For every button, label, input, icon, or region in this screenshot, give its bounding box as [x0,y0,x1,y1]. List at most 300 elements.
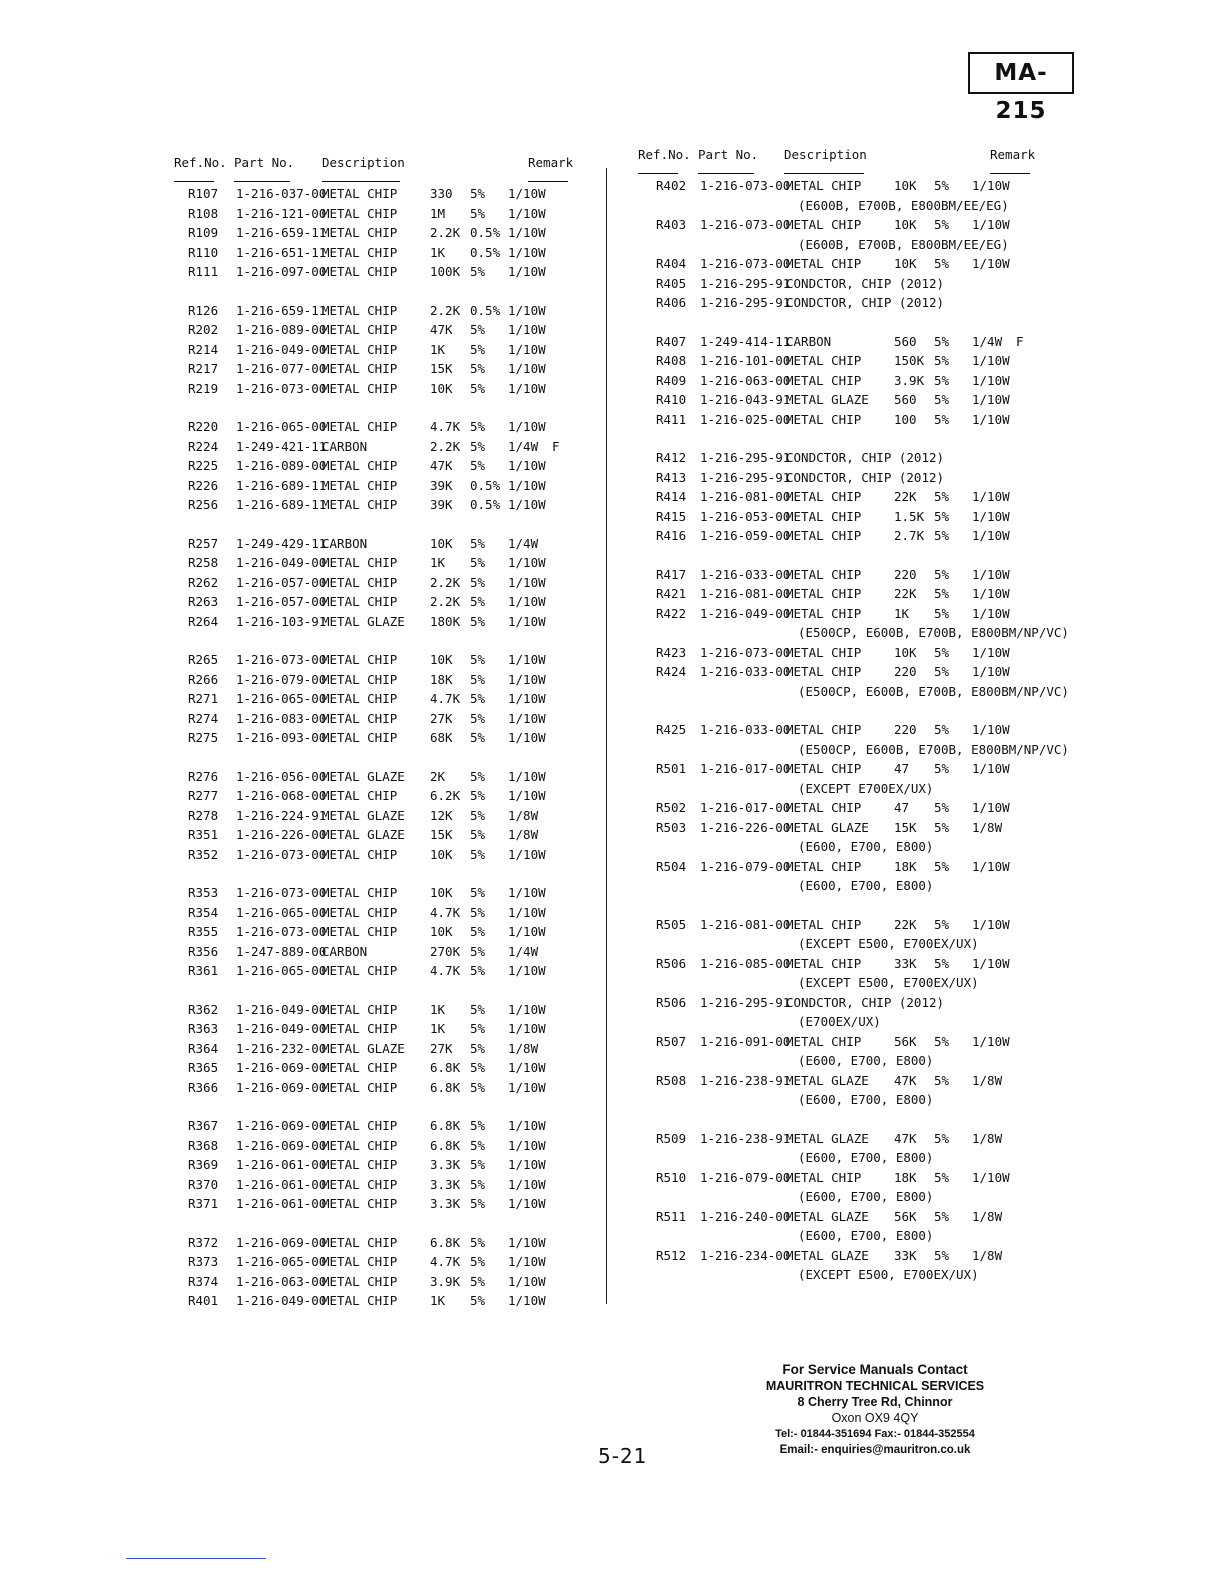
contact-line: Tel:- 01844-351694 Fax:- 01844-352554 [775,1428,975,1440]
tolerance: 5% [470,904,486,920]
description: METAL CHIP [322,691,398,706]
header-underline [784,173,864,174]
part-no: 1-216-073-00 [700,178,791,193]
description: METAL CHIP [786,372,862,388]
ref-no: R225 [188,458,219,473]
part-no: 1-216-073-00 [236,924,327,939]
description: METAL GLAZE [322,613,405,629]
tolerance: 5% [470,827,486,842]
description: METAL CHIP [322,671,398,687]
ref-no: R503 [656,819,687,835]
table-row-note [638,1187,1038,1207]
description: METAL GLAZE [786,1130,869,1146]
table-row [638,293,1038,313]
part-no: 1-249-429-11 [236,535,327,551]
wattage: 1/10W [508,264,546,279]
part-no: 1-216-049-00 [700,605,791,621]
wattage: 1/10W [508,788,546,803]
description: METAL CHIP [322,361,398,376]
column-divider [606,168,607,1304]
tolerance: 5% [470,380,486,396]
model-number-box [968,52,1074,124]
ref-no: R220 [188,419,219,434]
description: METAL CHIP [786,353,862,368]
parts-rows-left [174,184,574,1311]
description: METAL CHIP [786,858,862,874]
value: 330 [430,186,453,201]
header-part: Part No. [698,147,759,162]
table-row-note [638,196,1038,216]
table-row-note [638,837,1038,857]
description: METAL CHIP [322,788,398,803]
value: 4.7K [430,1254,461,1269]
value: 1M [430,205,446,221]
model-note: (EXCEPT E700EX/UX) [798,780,934,796]
wattage: 1/8W [508,827,539,842]
description: METAL CHIP [322,1293,398,1308]
ref-no: R226 [188,477,219,493]
tolerance: 5% [934,1033,950,1049]
table-row [638,332,1038,352]
ref-no: R512 [656,1247,687,1263]
description: METAL CHIP [322,302,398,318]
tolerance: 5% [934,333,950,349]
wattage: 1/10W [972,528,1010,543]
table-row [638,468,1038,488]
table-row [174,340,574,360]
ref-no: R219 [188,380,219,396]
contact-line: For Service Manuals Contact [782,1362,968,1377]
tolerance: 5% [470,730,486,745]
description: METAL CHIP [322,380,398,396]
tolerance: 5% [470,788,486,803]
wattage: 1/10W [508,963,546,978]
part-no: 1-216-073-00 [700,217,791,232]
wattage: 1/10W [972,955,1010,971]
wattage: 1/10W [972,644,1010,660]
table-row [174,689,574,709]
ref-no: R266 [188,671,219,687]
table-row [174,534,574,554]
part-no: 1-216-077-00 [236,361,327,376]
value: 22K [894,586,917,601]
table-row [174,903,574,923]
ref-no: R352 [188,846,219,862]
wattage: 1/10W [508,691,546,706]
value: 2.2K [430,574,461,590]
tolerance: 5% [934,1169,950,1185]
part-no: 1-216-659-11 [236,302,327,318]
ref-no: R510 [656,1169,687,1185]
wattage: 1/8W [508,807,539,823]
ref-no: R507 [656,1033,687,1049]
description: METAL CHIP [322,322,398,337]
table-row [638,351,1038,371]
part-no: 1-216-234-00 [700,1247,791,1263]
ref-no: R367 [188,1118,219,1133]
ref-no: R262 [188,574,219,590]
description: METAL GLAZE [786,1208,869,1224]
table-row [174,1155,574,1175]
ref-no: R355 [188,924,219,939]
tolerance: 5% [934,566,950,582]
description: METAL CHIP [786,586,862,601]
part-no: 1-216-043-91 [700,392,791,407]
description: METAL CHIP [322,594,398,609]
table-row [174,223,574,243]
tolerance: 5% [470,1040,486,1056]
ref-no: R370 [188,1176,219,1192]
ref-no: R409 [656,372,687,388]
part-no: 1-216-049-00 [236,1001,327,1017]
tolerance: 5% [470,361,486,376]
ref-no: R109 [188,225,219,240]
tolerance: 0.5% [470,244,501,260]
description: METAL CHIP [786,566,862,582]
tolerance: 5% [470,186,486,201]
wattage: 1/10W [508,1079,546,1095]
value: 10K [894,644,917,660]
tolerance: 5% [470,438,486,454]
table-row [174,1252,574,1272]
part-no: 1-249-414-11 [700,333,791,349]
value: 1K [430,341,446,357]
wattage: 1/10W [508,1021,546,1036]
value: 150K [894,353,925,368]
description: CARBON [322,535,368,551]
wattage: 1/10W [508,341,546,357]
model-note: (E600, E700, E800) [798,1150,934,1165]
table-header [174,148,574,178]
table-row [638,993,1038,1013]
tolerance: 5% [470,594,486,609]
description: METAL CHIP [322,225,398,240]
model-number: MA-215 [994,60,1048,124]
value: 220 [894,664,917,679]
table-row [174,1291,574,1311]
value: 6.8K [430,1234,461,1250]
part-no: 1-216-025-00 [700,411,791,427]
ref-no: R415 [656,508,687,524]
wattage: 1/10W [508,1137,546,1153]
table-row [638,565,1038,585]
part-no: 1-216-079-00 [700,1169,791,1185]
description: METAL CHIP [786,664,862,679]
value: 4.7K [430,691,461,706]
tolerance: 5% [470,1293,486,1308]
ref-no: R411 [656,411,687,427]
description: METAL CHIP [322,341,398,357]
contact-line: Email:- enquiries@mauritron.co.uk [779,1444,971,1456]
wattage: 1/10W [508,904,546,920]
header-underline [234,181,290,182]
table-row-note [638,682,1069,702]
ref-no: R214 [188,341,219,357]
value: 15K [430,827,453,842]
bottom-rule [126,1558,266,1559]
table-row [174,709,574,729]
description: METAL GLAZE [786,819,869,835]
part-no: 1-216-069-00 [236,1079,327,1095]
value: 2K [430,768,446,784]
value: 1K [894,605,910,621]
tolerance: 5% [470,807,486,823]
wattage: 1/10W [508,1196,546,1211]
table-row [174,1233,574,1253]
part-no: 1-216-073-00 [236,846,327,862]
part-no: 1-216-073-00 [236,652,327,667]
wattage: 1/10W [508,244,546,260]
value: 560 [894,333,917,349]
table-row [174,204,574,224]
wattage: 1/10W [972,605,1010,621]
value: 3.9K [430,1273,461,1289]
description: METAL CHIP [786,217,862,232]
tolerance: 5% [934,217,950,232]
part-no: 1-216-689-11 [236,477,327,493]
table-row [638,954,1038,974]
wattage: 1/10W [508,730,546,745]
ref-no: R508 [656,1072,687,1088]
value: 68K [430,730,453,745]
table-row [638,1207,1038,1227]
value: 1K [430,1293,446,1308]
tolerance: 5% [470,943,486,959]
ref-no: R412 [656,450,687,465]
ref-no: R506 [656,955,687,971]
ref-no: R263 [188,594,219,609]
part-no: 1-216-295-91 [700,994,791,1010]
value: 6.2K [430,788,461,803]
part-no: 1-216-065-00 [236,1254,327,1269]
wattage: 1/10W [508,361,546,376]
value: 27K [430,710,453,726]
table-row [174,243,574,263]
table-row [174,1175,574,1195]
ref-no: R511 [656,1208,687,1224]
value: 10K [894,256,917,271]
part-no: 1-216-057-00 [236,574,327,590]
description: METAL CHIP [322,1196,398,1211]
wattage: 1/10W [972,858,1010,874]
ref-no: R425 [656,722,687,737]
ref-no: R364 [188,1040,219,1056]
wattage: 1/10W [508,205,546,221]
ref-no: R107 [188,186,219,201]
ref-no: R277 [188,788,219,803]
value: 12K [430,807,453,823]
wattage: 1/8W [972,819,1003,835]
tolerance: 5% [934,392,950,407]
tolerance: 5% [470,1021,486,1036]
description: METAL CHIP [322,1137,398,1153]
remark: F [552,438,560,454]
table-row [174,961,574,981]
wattage: 1/10W [508,710,546,726]
tolerance: 5% [470,205,486,221]
model-note: (E600, E700, E800) [798,1228,934,1243]
model-note: (E600, E700, E800) [798,1053,934,1068]
description: METAL CHIP [322,1079,398,1095]
part-no: 1-216-061-00 [236,1176,327,1192]
part-no: 1-216-049-00 [236,555,327,570]
wattage: 1/10W [508,613,546,629]
ref-no: R110 [188,244,219,260]
table-row [174,670,574,690]
description: METAL CHIP [322,419,398,434]
remark: F [1016,333,1024,349]
ref-no: R264 [188,613,219,629]
ref-no: R353 [188,885,219,900]
ref-no: R126 [188,302,219,318]
contact-block [760,1362,990,1458]
description: METAL CHIP [322,1118,398,1133]
description: METAL CHIP [786,1169,862,1185]
description: METAL CHIP [786,256,862,271]
wattage: 1/10W [508,1001,546,1017]
table-row [174,184,574,204]
table-row [638,215,1038,235]
part-no: 1-216-295-91 [700,450,791,465]
wattage: 1/10W [972,353,1010,368]
part-no: 1-216-069-00 [236,1234,327,1250]
part-no: 1-216-226-00 [700,819,791,835]
table-row [174,767,574,787]
description: CONDCTOR, CHIP (2012) [786,275,945,291]
table-row-note [638,1226,1038,1246]
table-row [638,274,1038,294]
description: CONDCTOR, CHIP (2012) [786,469,945,485]
description: METAL CHIP [322,205,398,221]
value: 10K [430,380,453,396]
part-no: 1-249-421-11 [236,438,327,454]
part-no: 1-216-295-91 [700,275,791,291]
description: METAL GLAZE [786,1247,869,1263]
part-no: 1-216-224-91 [236,807,327,823]
tolerance: 5% [470,322,486,337]
parts-rows-right [638,176,1069,1285]
wattage: 1/10W [508,302,546,318]
tolerance: 5% [934,819,950,835]
ref-no: R406 [656,295,687,310]
wattage: 1/8W [972,1208,1003,1224]
value: 220 [894,566,917,582]
wattage: 1/10W [972,178,1010,193]
value: 33K [894,1247,917,1263]
part-no: 1-216-068-00 [236,788,327,803]
table-row [174,379,574,399]
value: 3.3K [430,1196,461,1211]
ref-no: R274 [188,710,219,726]
part-no: 1-216-079-00 [700,858,791,874]
wattage: 1/10W [972,411,1010,427]
value: 47K [894,1072,917,1088]
table-row [638,662,1038,682]
wattage: 1/8W [972,1247,1003,1263]
value: 10K [430,535,453,551]
table-row-note [638,740,1069,760]
ref-no: R408 [656,353,687,368]
value: 18K [894,858,917,874]
part-no: 1-216-097-00 [236,264,327,279]
ref-no: R108 [188,205,219,221]
tolerance: 5% [934,1072,950,1088]
ref-no: R416 [656,528,687,543]
tolerance: 5% [934,664,950,679]
wattage: 1/10W [508,458,546,473]
description: METAL CHIP [322,497,398,512]
value: 3.3K [430,1176,461,1192]
value: 47K [894,1130,917,1146]
part-no: 1-216-049-00 [236,1021,327,1036]
wattage: 1/10W [508,594,546,609]
description: METAL GLAZE [322,827,405,842]
tolerance: 5% [470,710,486,726]
table-row [638,798,1038,818]
table-row [174,359,574,379]
tolerance: 5% [470,924,486,939]
wattage: 1/10W [508,1060,546,1075]
tolerance: 5% [934,528,950,543]
part-no: 1-216-017-00 [700,800,791,815]
value: 27K [430,1040,453,1056]
tolerance: 5% [470,885,486,900]
part-no: 1-216-081-00 [700,586,791,601]
header-remark: Remark [528,155,574,170]
table-row [174,1272,574,1292]
tolerance: 5% [934,489,950,504]
page-number: 5-21 [598,1444,648,1468]
part-no: 1-216-238-91 [700,1130,791,1146]
ref-no: R362 [188,1001,219,1017]
description: METAL CHIP [322,1157,398,1172]
value: 22K [894,489,917,504]
tolerance: 5% [934,1208,950,1224]
value: 56K [894,1033,917,1049]
table-row [174,942,574,962]
wattage: 1/10W [972,800,1010,815]
ref-no: R509 [656,1130,687,1146]
ref-no: R361 [188,963,219,978]
part-no: 1-216-651-11 [236,244,327,260]
table-row [174,650,574,670]
table-row [174,573,574,593]
table-row [638,254,1038,274]
value: 220 [894,722,917,737]
description: METAL CHIP [786,528,862,543]
table-row-note [638,1012,1038,1032]
ref-no: R356 [188,943,219,959]
model-note: (E500CP, E600B, E700B, E800BM/NP/VC) [798,741,1069,757]
value: 1K [430,1021,446,1036]
ref-no: R258 [188,555,219,570]
table-row [638,1032,1038,1052]
tolerance: 5% [470,555,486,570]
value: 1.5K [894,508,925,524]
value: 47 [894,761,910,776]
model-note: (E700EX/UX) [798,1014,881,1029]
part-no: 1-216-037-00 [236,186,327,201]
table-row-note [638,973,1038,993]
description: METAL GLAZE [786,1072,869,1088]
wattage: 1/10W [508,1118,546,1133]
wattage: 1/8W [972,1072,1003,1088]
description: CARBON [322,943,368,959]
value: 2.7K [894,528,925,543]
value: 6.8K [430,1079,461,1095]
model-note: (EXCEPT E500, E700EX/UX) [798,936,979,951]
value: 47K [430,322,453,337]
